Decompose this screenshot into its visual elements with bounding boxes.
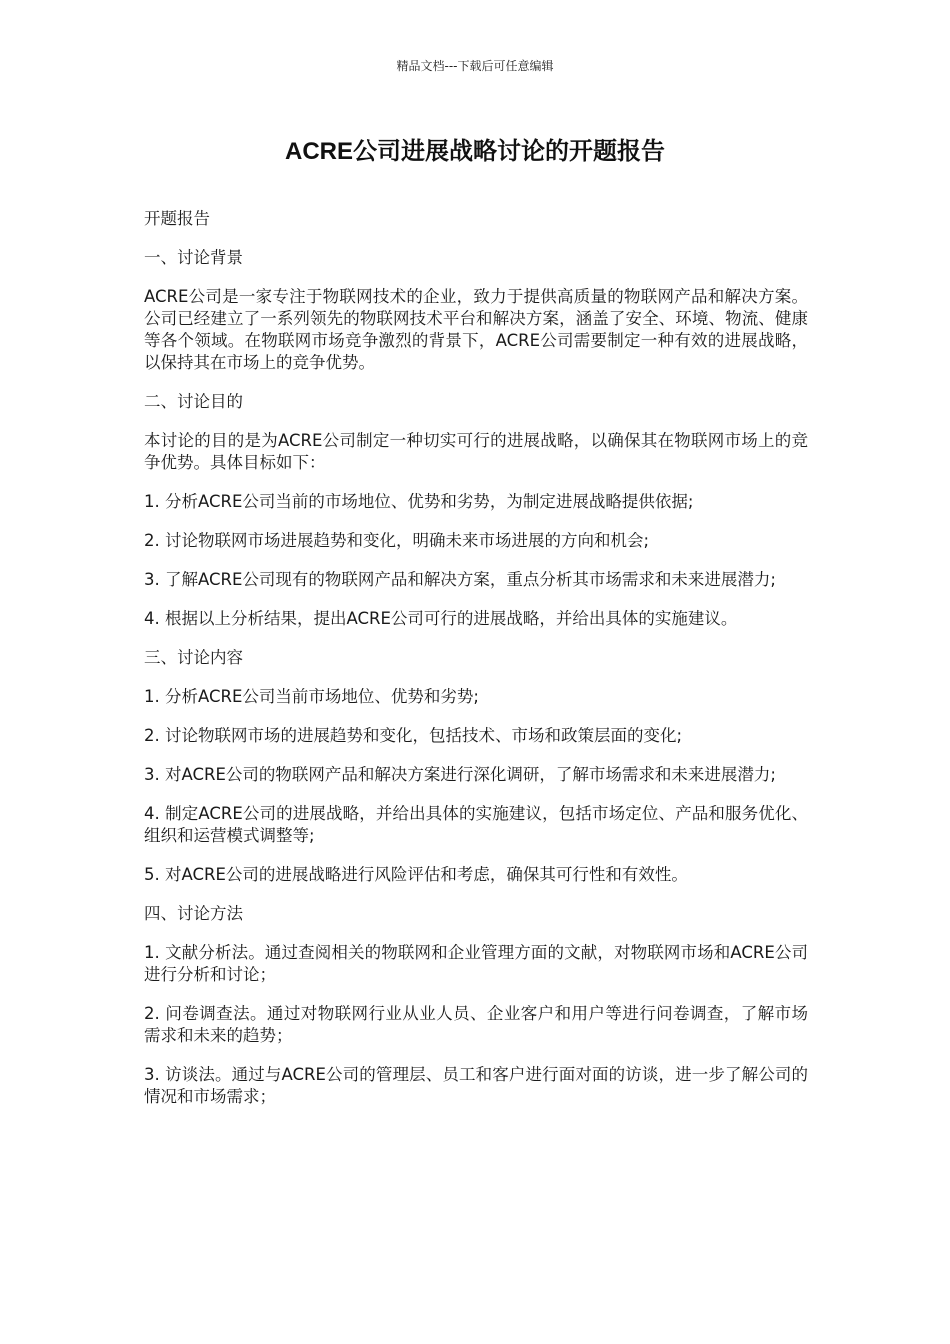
section-heading-purpose: 二、讨论目的 [144, 392, 243, 411]
content-item: 4. 制定ACRE公司的进展战略，并给出具体的实施建议，包括市场定位、产品和服务优化、组织和运营模式调整等; [144, 804, 808, 845]
content-item: 2. 讨论物联网市场的进展趋势和变化，包括技术、市场和政策层面的变化; [144, 726, 683, 745]
background-paragraph: ACRE公司是一家专注于物联网技术的企业，致力于提供高质量的物联网产品和解决方案。公司已经建立了一系列领先的物联网技术平台和解决方案，涵盖了安全、环境、物流、健康等各个领域。在物联网市场竞争激烈的背景下，ACRE公司需要制定一种有效的进展战略，以保持其在市场上的竞争优势。 [144, 287, 808, 372]
content-item: 3. 对ACRE公司的物联网产品和解决方案进行深化调研，了解市场需求和未来进展潜力; [144, 765, 776, 784]
section-label: 开题报告 [144, 209, 210, 228]
content-item: 5. 对ACRE公司的进展战略进行风险评估和考虑，确保其可行性和有效性。 [144, 865, 688, 884]
method-item: 3. 访谈法。通过与ACRE公司的管理层、员工和客户进行面对面的访谈，进一步了解公司的情况和市场需求； [144, 1065, 808, 1106]
purpose-item: 4. 根据以上分析结果，提出ACRE公司可行的进展战略，并给出具体的实施建议。 [144, 609, 738, 628]
section-heading-content: 三、讨论内容 [144, 648, 243, 667]
header-note: 精品文档---下载后可任意编辑 [396, 59, 554, 73]
purpose-item: 2. 讨论物联网市场进展趋势和变化，明确未来市场进展的方向和机会; [144, 531, 650, 550]
section-heading-background: 一、讨论背景 [144, 248, 243, 267]
purpose-item: 1. 分析ACRE公司当前的市场地位、优势和劣势，为制定进展战略提供依据; [144, 492, 694, 511]
method-item: 2. 问卷调查法。通过对物联网行业从业人员、企业客户和用户等进行问卷调查，了解市场需求和未来的趋势； [144, 1004, 808, 1045]
method-item: 1. 文献分析法。通过查阅相关的物联网和企业管理方面的文献，对物联网市场和ACRE公司进行分析和讨论； [144, 943, 808, 984]
section-heading-method: 四、讨论方法 [144, 904, 243, 923]
purpose-item: 3. 了解ACRE公司现有的物联网产品和解决方案，重点分析其市场需求和未来进展潜力; [144, 570, 776, 589]
document-title: ACRE公司进展战略讨论的开题报告 [284, 138, 665, 165]
purpose-paragraph: 本讨论的目的是为ACRE公司制定一种切实可行的进展战略，以确保其在物联网市场上的竞争优势。具体目标如下： [144, 431, 808, 472]
document-body [144, 208, 808, 1125]
content-item: 1. 分析ACRE公司当前市场地位、优势和劣势; [144, 687, 479, 706]
